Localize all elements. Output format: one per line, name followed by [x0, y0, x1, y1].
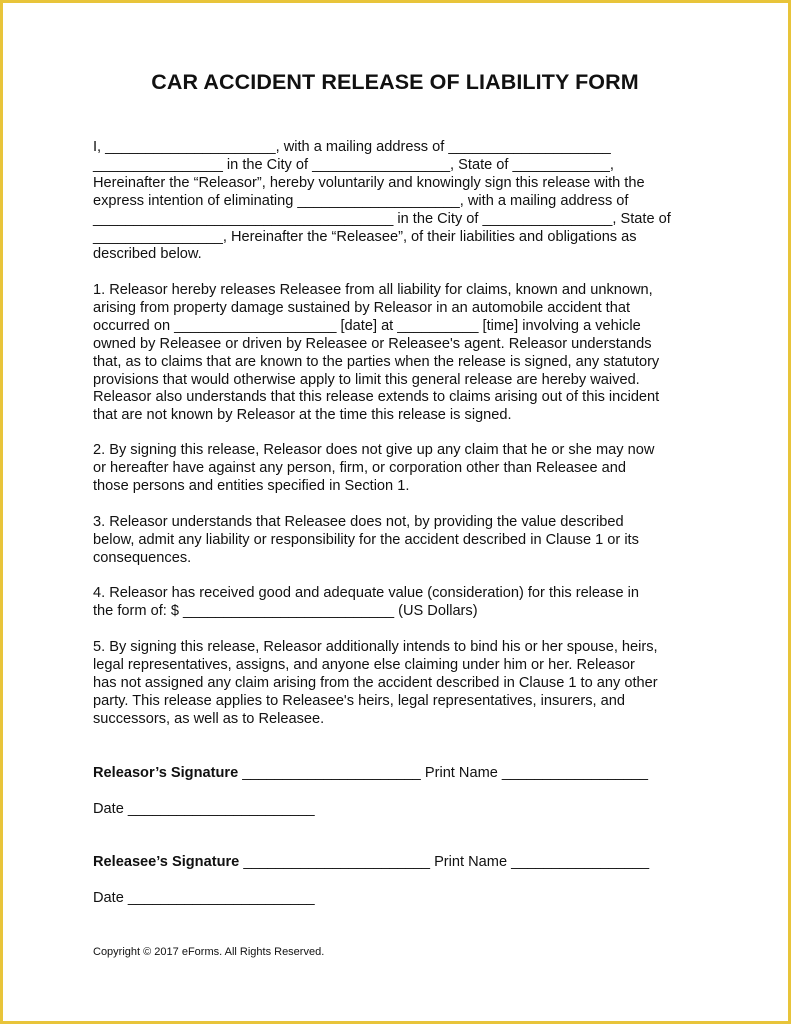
- clause-3-line: below, admit any liability or responsibility for the accident described in Clause 1 or its: [93, 531, 639, 548]
- intro-line: ________________ in the City of _________________, State of ____________,: [93, 156, 614, 173]
- clause-5-line: successors, as well as to Releasee.: [93, 710, 325, 727]
- clause-2: [93, 442, 703, 496]
- releasee-date-row: [93, 889, 315, 907]
- clause-5-line: has not assigned any claim arising from the accident described in Clause 1 to any other: [93, 674, 658, 691]
- clause-1-line: that are not known by Releasor at the time this release is signed.: [93, 407, 512, 424]
- intro-line: _____________________________________ in the City of ________________, State of: [93, 210, 671, 227]
- clause-5: [93, 639, 703, 729]
- clause-5-line: 5. By signing this release, Releasor additionally intends to bind his or her spouse, heirs,: [93, 639, 658, 655]
- clause-2-line: 2. By signing this release, Releasor does not give up any claim that he or she may now: [93, 442, 655, 458]
- clause-2-line: or hereafter have against any person, firm, or corporation other than Releasee and: [93, 459, 626, 476]
- clause-3-line: consequences.: [93, 549, 192, 566]
- clause-4-line: the form of: $ __________________________ (US Dollars): [93, 602, 478, 619]
- clause-5-line: legal representatives, assigns, and anyone else claiming under him or her. Releasor: [93, 656, 635, 673]
- clause-2-line: those persons and entities specified in Section 1.: [93, 477, 410, 494]
- releasor-signature-label: Releasor’s Signature: [93, 765, 239, 781]
- clause-1-line: occurred on ____________________ [date] at __________ [time] involving a vehicle: [93, 317, 641, 334]
- intro-line: described below.: [93, 246, 202, 263]
- clause-1-line: that, as to claims that are known to the parties when the release is signed, any statutory: [93, 353, 660, 370]
- clause-3-line: 3. Releasor understands that Releasee does not, by providing the value described: [93, 514, 624, 530]
- intro-paragraph: [93, 139, 703, 264]
- clause-4: [93, 585, 703, 621]
- clause-1: [93, 282, 703, 425]
- document-title: CAR ACCIDENT RELEASE OF LIABILITY FORM: [151, 70, 639, 94]
- clause-1-line: arising from property damage sustained by Releasor in an automobile accident that: [93, 299, 631, 316]
- releasee-signature-label: Releasee’s Signature: [93, 854, 240, 870]
- clause-1-line: Releasor also understands that this release extends to claims arising out of this incident: [93, 389, 660, 406]
- clause-1-line: owned by Releasee or driven by Releasee or Releasee's agent. Releasor understands: [93, 335, 652, 352]
- releasee-date-field[interactable]: Date _______________________: [93, 890, 315, 906]
- intro-line: I, _____________________, with a mailing address of ____________________: [93, 139, 611, 155]
- releasor-date-field[interactable]: Date _______________________: [93, 801, 315, 817]
- releasor-date-row: [93, 800, 315, 818]
- clause-3: [93, 514, 703, 568]
- releasor-signature-field[interactable]: ______________________ Print Name __________________: [238, 765, 648, 781]
- copyright-notice: Copyright © 2017 eForms. All Rights Reserved.: [93, 946, 325, 958]
- releasor-signature-row: [93, 764, 648, 782]
- clause-1-line: 1. Releasor hereby releases Releasee from all liability for claims, known and unknown,: [93, 282, 653, 298]
- intro-line: express intention of eliminating ____________________, with a mailing address of: [93, 192, 629, 209]
- intro-line: ________________, Hereinafter the “Releasee”, of their liabilities and obligations as: [93, 228, 637, 245]
- clause-4-line: 4. Releasor has received good and adequate value (consideration) for this release in: [93, 585, 639, 601]
- releasee-signature-field[interactable]: _______________________ Print Name _________________: [239, 854, 650, 870]
- clause-1-line: provisions that would otherwise apply to limit this general release are hereby waived.: [93, 371, 640, 388]
- releasee-signature-row: [93, 853, 649, 871]
- intro-line: Hereinafter the “Releasor”, hereby voluntarily and knowingly sign this release with the: [93, 174, 645, 191]
- clause-5-line: party. This release applies to Releasee's heirs, legal representatives, insurers, and: [93, 692, 625, 709]
